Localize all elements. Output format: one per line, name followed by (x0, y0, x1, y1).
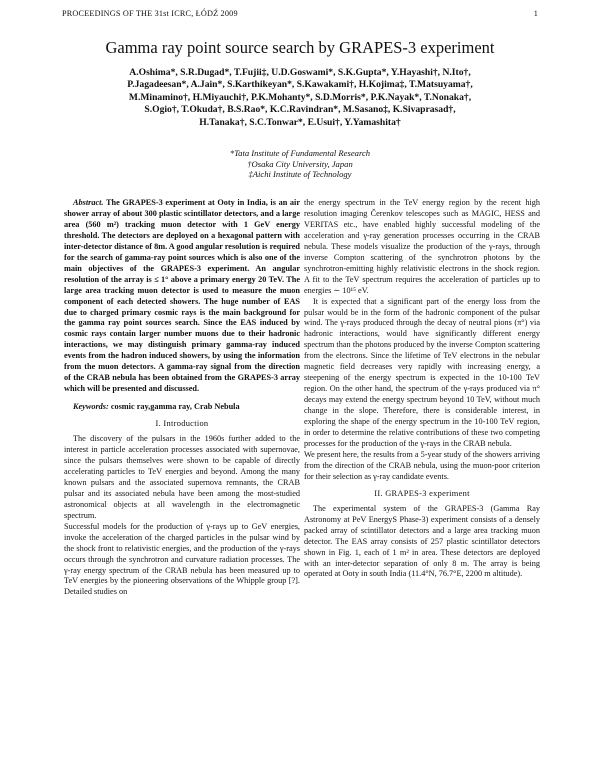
abstract (64, 198, 300, 395)
author-list (60, 67, 540, 129)
author-line: S.Ogio†, T.Okuda†, B.S.Rao*, K.C.Ravindran*, M.Sasano‡, K.Sivaprasad†, (144, 104, 456, 116)
affiliation: †Osaka City University, Japan (247, 158, 353, 169)
author-line: A.Oshima*, S.R.Dugad*, T.Fujii‡, U.D.Goswami*, S.K.Gupta*, Y.Hayashi†, N.Ito†, (129, 67, 471, 78)
paragraph: The discovery of the pulsars in the 1960s further added to the interest in particle acceleration processes associated with supernovae, since the pulsars themselves were shown to be capable of directly accelerating particles to TeV energies and beyond. Among the many known pulsars and the associated supernova remnants, the CRAB pulsar and its associated nebula have been among the most-studied astronomical objects at all wavelength in the electromagnetic spectrum. (64, 434, 300, 520)
running-title: PROCEEDINGS OF THE 31st ICRC, ŁÓDŹ 2009 (62, 9, 238, 18)
affiliations (150, 148, 450, 180)
page-number: 1 (533, 9, 538, 18)
affiliation: *Tata Institute of Fundamental Research (229, 148, 371, 158)
paragraph: We present here, the results from a 5-year study of the showers arriving from the direction of the CRAB nebula, using the muon-poor criterion for their selection as γ-ray candidate events. (304, 449, 540, 481)
paragraph: The experimental system of the GRAPES-3 (Gamma Ray Astronomy at PeV EnergyS Phase-3) experiment consists of a densely packed array of scintillator detectors and a large area tracking muon detector. The EAS array consists of 257 plastic scintillator detectors shown in Fig. 1, each of 1 m² in area. These detectors are deployed with an inter-detector separation of only 8 m. The array is being operated at Ooty in south India (11.4°N, 76.7°E, 2200 m altitude). (304, 503, 540, 579)
author-line: M.Minamino†, H.Miyauchi†, P.K.Mohanty*, S.D.Morris*, P.K.Nayak*, T.Nonaka†, (128, 91, 472, 103)
paragraph: It is expected that a significant part of the energy loss from the pulsar would be in the form of the hadronic component of the pulsar wind. The γ-rays produced through the decay of neutral pions (π°) via hadronic interactions, would have significantly different energy spectrum than the photons produced by the inverse Compton scattering from the electrons. Since the lifetime of TeV electrons in the nebular magnetic field decreases very rapidly with increasing energy, a steepening of the energy spectrum is expected in the 10-100 TeV region. On the other hand, the spectrum of the γ-rays produced via π° decays may extend the energy spectrum beyond 10 TeV, without much change in the slope. Therefore, there is considerable interest, in exploring the shape of the energy spectrum in the 10-100 TeV region, in order to determine the relative contributions of these two competing processes for the production of the γ-rays in the CRAB nebula. (304, 296, 540, 448)
paragraph: Successful models for the production of γ-rays up to GeV energies, invoke the acceleration of the charged particles in the pulsar wind by the shock front to relativistic energies, and the production of the γ-rays occurs through the synchrotron and curvature radiation processes. The γ-ray energy spectrum of the CRAB nebula has been measured up to TeV energies by the pioneering observations of the Whipple group [?]. Detailed studies on (64, 521, 300, 597)
abstract-text: The GRAPES-3 experiment at Ooty in India, is an air shower array of about 300 plastic scintillator detectors, and a large area (560 m²) tracking muon detector with 1 GeV energy threshold. The detectors are deployed on a hexagonal pattern with inter-detector distance of 8m. A good angular resolution is required for the search of gamma-ray point sources which is also one of the main objectives of the GRAPES-3 experiment. An angular resolution of the array is ≤ 1° above a primary energy 20 TeV. The large area tracking muon detector is used to measure the muon component of each detected showers. The huge number of EAS due to charged primary cosmic rays is the main background for the gamma ray point sources search. Since the EAS induced by cosmic rays contain larger number muons due to their hadronic interactions, we may distinguish primary gamma-ray induced events from the hadron induced showers, by using the information from the muon detectors. A gamma-ray signal from the direction of the CRAB nebula has been obtained from the GRAPES-3 array which will be presented and discussed. (64, 198, 300, 394)
abstract-label: Abstract. (73, 198, 104, 207)
author-line: H.Tanaka†, S.C.Tonwar*, E.Usui†, Y.Yamashita† (199, 116, 401, 128)
section-heading-grapes3: II. GRAPES-3 experiment (374, 488, 470, 498)
keywords-text: cosmic ray,gamma ray, Crab Nebula (110, 402, 240, 412)
keywords (64, 402, 300, 413)
running-header (62, 9, 538, 18)
left-column (64, 198, 300, 598)
section-heading-introduction: I. Introduction (155, 419, 209, 429)
paper-title: Gamma ray point source search by GRAPES-3 experiment (105, 38, 495, 57)
right-column (304, 198, 540, 580)
keywords-label: Keywords: (73, 402, 109, 412)
paragraph: the energy spectrum in the TeV energy region by the recent high resolution imaging Čerenkov telescopes such as MAGIC, HESS and VERITAS etc., have enabled highly successful modeling of the acceleration and γ-ray generation processes occurring in the CRAB nebula. These models visualize the production of the γ-rays, through inverse Compton scattering of the synchrotron photons by the synchrotron-emitting highly relativistic electrons in the shock region. A fit to the TeV spectrum requires the acceleration of particles up to energies ∼ 10¹⁵ eV. (304, 198, 540, 295)
affiliation: ‡Aichi Institute of Technology (248, 169, 352, 180)
author-line: P.Jagadeesan*, A.Jain*, S.Karthikeyan*, S.Kawakami†, H.Kojima‡, T.Matsuyama†, (127, 79, 473, 91)
